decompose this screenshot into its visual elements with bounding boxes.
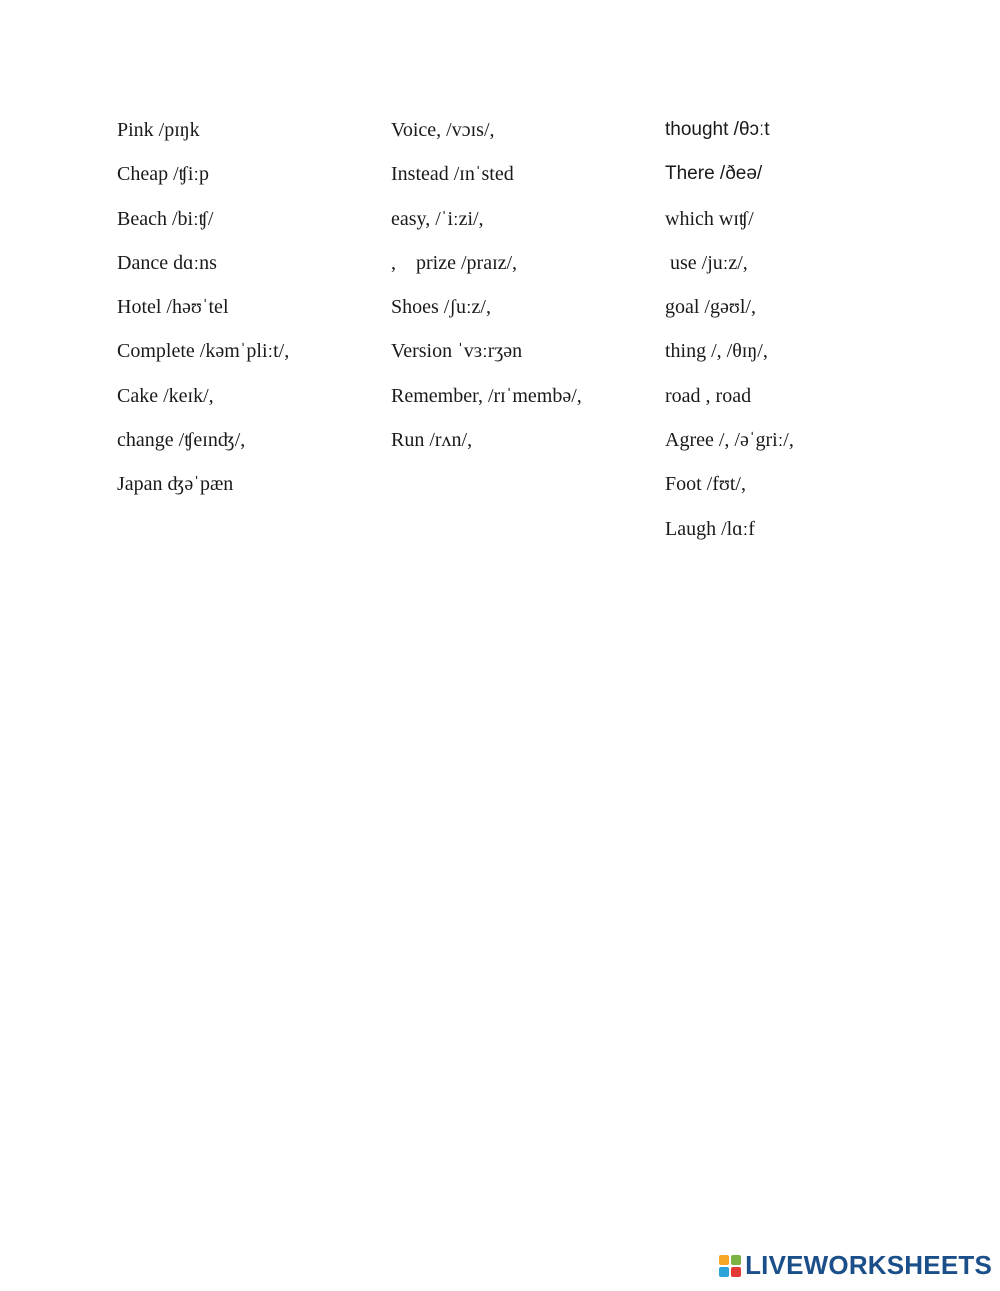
word-version: Version ˈvɜːrʒən — [391, 340, 523, 363]
word-laugh: Laugh /lɑːf — [665, 517, 755, 540]
word-dance: Dance dɑːns — [117, 251, 217, 274]
word-goal: goal /gəʊl/, — [665, 296, 756, 319]
word-complete: Complete /kəmˈpliːt/, — [117, 340, 290, 363]
word-japan: Japan ʤəˈpæn — [117, 473, 234, 496]
word-run: Run /rʌn/, — [391, 429, 473, 452]
logo-tile-4 — [731, 1267, 741, 1277]
logo-tile-3 — [719, 1267, 729, 1277]
word-cake: Cake /keɪk/, — [117, 384, 214, 407]
word-hotel: Hotel /həʊˈtel — [117, 296, 229, 319]
word-road: road , road — [665, 384, 752, 407]
word-prize: , prize /praɪz/, — [391, 251, 518, 274]
word-column-2 — [391, 116, 582, 470]
word-instead: Instead /ɪnˈsted — [391, 163, 514, 186]
word-thing: thing /, /θɪŋ/, — [665, 340, 768, 363]
liveworksheets-wordmark: LIVEWORKSHEETS — [745, 1250, 992, 1280]
word-beach: Beach /biːʧ/ — [117, 207, 214, 230]
word-which: which wɪʧ/ — [665, 207, 754, 230]
word-column-1 — [117, 116, 289, 515]
word-agree: Agree /, /əˈgriː/, — [665, 429, 794, 452]
word-pink: Pink /pɪŋk — [117, 119, 200, 141]
logo-tile-1 — [719, 1255, 729, 1265]
word-voice: Voice, /vɔɪs/, — [391, 119, 495, 141]
word-cheap: Cheap /ʧiːp — [117, 163, 209, 186]
word-column-3 — [665, 116, 794, 559]
word-easy: easy, /ˈiːzi/, — [391, 207, 484, 230]
word-thought: thought /θɔːt — [665, 119, 770, 140]
word-there: There /ðeə/ — [665, 163, 763, 185]
word-change: change /ʧeɪnʤ/, — [117, 429, 246, 452]
word-remember: Remember, /rɪˈmembə/, — [391, 384, 582, 407]
logo-tile-2 — [731, 1255, 741, 1265]
word-use: use /juːz/, — [665, 251, 748, 274]
liveworksheets-logo-icon — [719, 1255, 741, 1277]
word-shoes: Shoes /ʃuːz/, — [391, 296, 491, 319]
liveworksheets-brand — [719, 1250, 992, 1281]
word-foot: Foot /fʊt/, — [665, 473, 746, 496]
